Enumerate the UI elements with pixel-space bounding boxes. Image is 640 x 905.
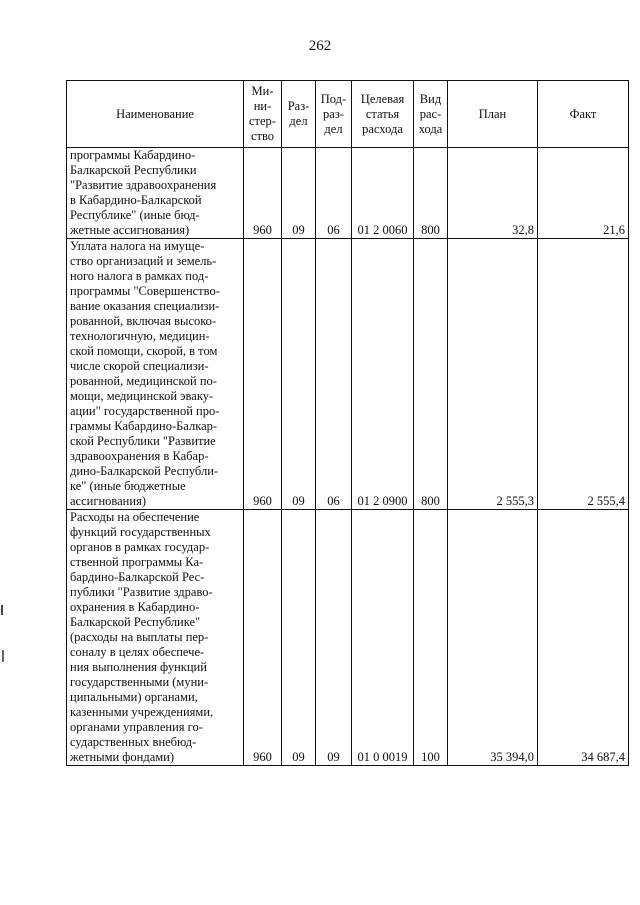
- header-row: [67, 81, 629, 148]
- row-expense-type: 100: [414, 510, 448, 766]
- table-row: [67, 510, 629, 766]
- row-name: программы Кабардино- Балкарской Республики "Развитие здравоохранения в Кабардино-Балкарской Республике" (иные бюд- жетные ассигнования): [67, 148, 244, 239]
- table-row: [67, 148, 629, 239]
- row-target: 01 0 0019: [352, 510, 414, 766]
- row-fact: 21,6: [538, 148, 629, 239]
- scan-margin-mark: [1, 605, 3, 615]
- row-target: 01 2 0900: [352, 239, 414, 510]
- col-header-plan: План: [448, 81, 538, 148]
- row-ministry: 960: [244, 239, 282, 510]
- row-name: Уплата налога на имуще- ство организаций и земель- ного налога в рамках под- программы "Совершенство- вание оказания специализи- рованной, включая высоко- технологичную, медицин- ской помощи, скорой, в том числе скорой специализи- рованной, медицинской по- мощи, медицинской эваку- ации" государственной про- граммы Кабардино-Балкар- ской Республики "Развитие здравоохранения в Кабар- дино-Балкарской Республи- ке" (иные бюджетные ассигнования): [67, 239, 244, 510]
- row-ministry: 960: [244, 148, 282, 239]
- table-row: [67, 239, 629, 510]
- col-header-section: Раз- дел: [282, 81, 316, 148]
- row-subsection: 06: [316, 148, 352, 239]
- col-header-subsection: Под- раз- дел: [316, 81, 352, 148]
- page-number: 262: [308, 38, 332, 54]
- row-fact: 34 687,4: [538, 510, 629, 766]
- row-expense-type: 800: [414, 148, 448, 239]
- row-section: 09: [282, 239, 316, 510]
- row-section: 09: [282, 148, 316, 239]
- row-name: Расходы на обеспечение функций государственных органов в рамках государ- ственной программы Ка- бардино-Балкарской Рес- публики "Развитие здраво- охранения в Кабардино- Балкарской Республике" (расходы на выплаты пер- соналу в целях обеспече- ния выполнения функций государственными (муни- ципальными) органами, казенными учреждениями, органами управления го- сударственных внебюд- жетными фондами): [67, 510, 244, 766]
- row-fact: 2 555,4: [538, 239, 629, 510]
- col-header-target: Целевая статья расхода: [352, 81, 414, 148]
- scan-margin-mark: [2, 650, 4, 662]
- col-header-expense-type: Вид рас- хода: [414, 81, 448, 148]
- col-header-name: Наименование: [67, 81, 244, 148]
- budget-table: [66, 80, 629, 766]
- row-plan: 2 555,3: [448, 239, 538, 510]
- row-plan: 32,8: [448, 148, 538, 239]
- row-plan: 35 394,0: [448, 510, 538, 766]
- row-target: 01 2 0060: [352, 148, 414, 239]
- col-header-fact: Факт: [538, 81, 629, 148]
- row-ministry: 960: [244, 510, 282, 766]
- col-header-ministry: Ми- ни- стер- ство: [244, 81, 282, 148]
- row-expense-type: 800: [414, 239, 448, 510]
- row-subsection: 06: [316, 239, 352, 510]
- row-section: 09: [282, 510, 316, 766]
- row-subsection: 09: [316, 510, 352, 766]
